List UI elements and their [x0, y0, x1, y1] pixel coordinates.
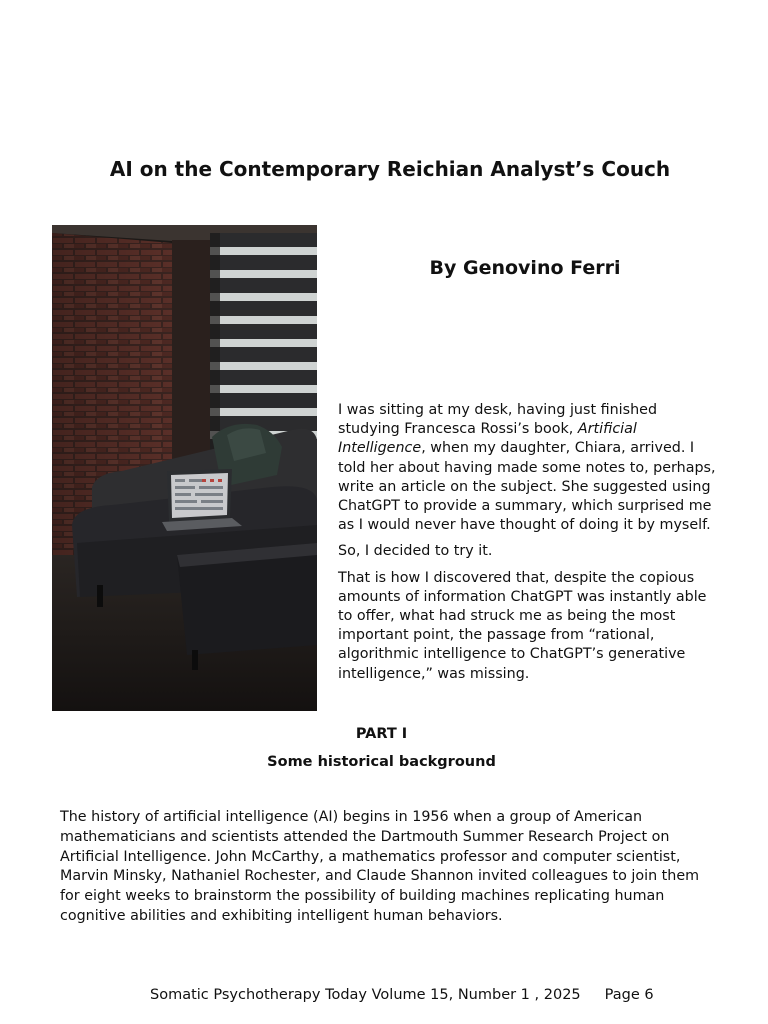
- body-paragraph: The history of artificial intelligence (AI) begins in 1956 when a group of American mathematicians and scientists attended the Dartmouth Summer Research Project on Artificial Intelligence. John McCarthy, a mathematics professor and computer scientist, Marvin Minsky, Nathaniel Rochester, and Claude Shannon invited colleagues to join them for eight weeks to brainstorm the possibility of building machines replicating human cognitive abilities and exhibiting intelligent human behaviors.: [60, 809, 700, 924]
- article-title: AI on the Contemporary Reichian Analyst’s Couch: [109, 157, 671, 182]
- intro-paragraph: [338, 401, 718, 535]
- section-heading: Some historical background: [267, 754, 496, 770]
- intro-paragraph: That is how I discovered that, despite the copious amounts of information ChatGPT was instantly able to offer, what had struck me as being the most important point, the passage from “rational, algorithmic intelligence to ChatGPT’s generative intelligence,” was missing.: [338, 569, 707, 682]
- journal-citation: Somatic Psychotherapy Today Volume 15, Number 1 , 2025: [150, 987, 581, 1003]
- couch-laptop-photo: [52, 225, 317, 711]
- page-number: Page 6: [604, 987, 654, 1003]
- author-byline: By Genovino Ferri: [429, 257, 621, 279]
- page-footer: [150, 987, 654, 1003]
- intro-text-segment: , when my daughter, Chiara, arrived. I told her about having made some notes to, perhaps, write an article on the subject. She suggested using ChatGPT to provide a summary, which surprised me as I would never have thought of doing it by myself.: [338, 440, 716, 534]
- part-label: PART I: [355, 726, 408, 742]
- intro-text-segment: I was sitting at my desk, having just finished studying Francesca Rossi’s book,: [338, 402, 658, 438]
- book-title: Artificial Intelligence: [338, 421, 637, 457]
- intro-paragraph: So, I decided to try it.: [338, 543, 493, 560]
- intro-text: [338, 401, 718, 691]
